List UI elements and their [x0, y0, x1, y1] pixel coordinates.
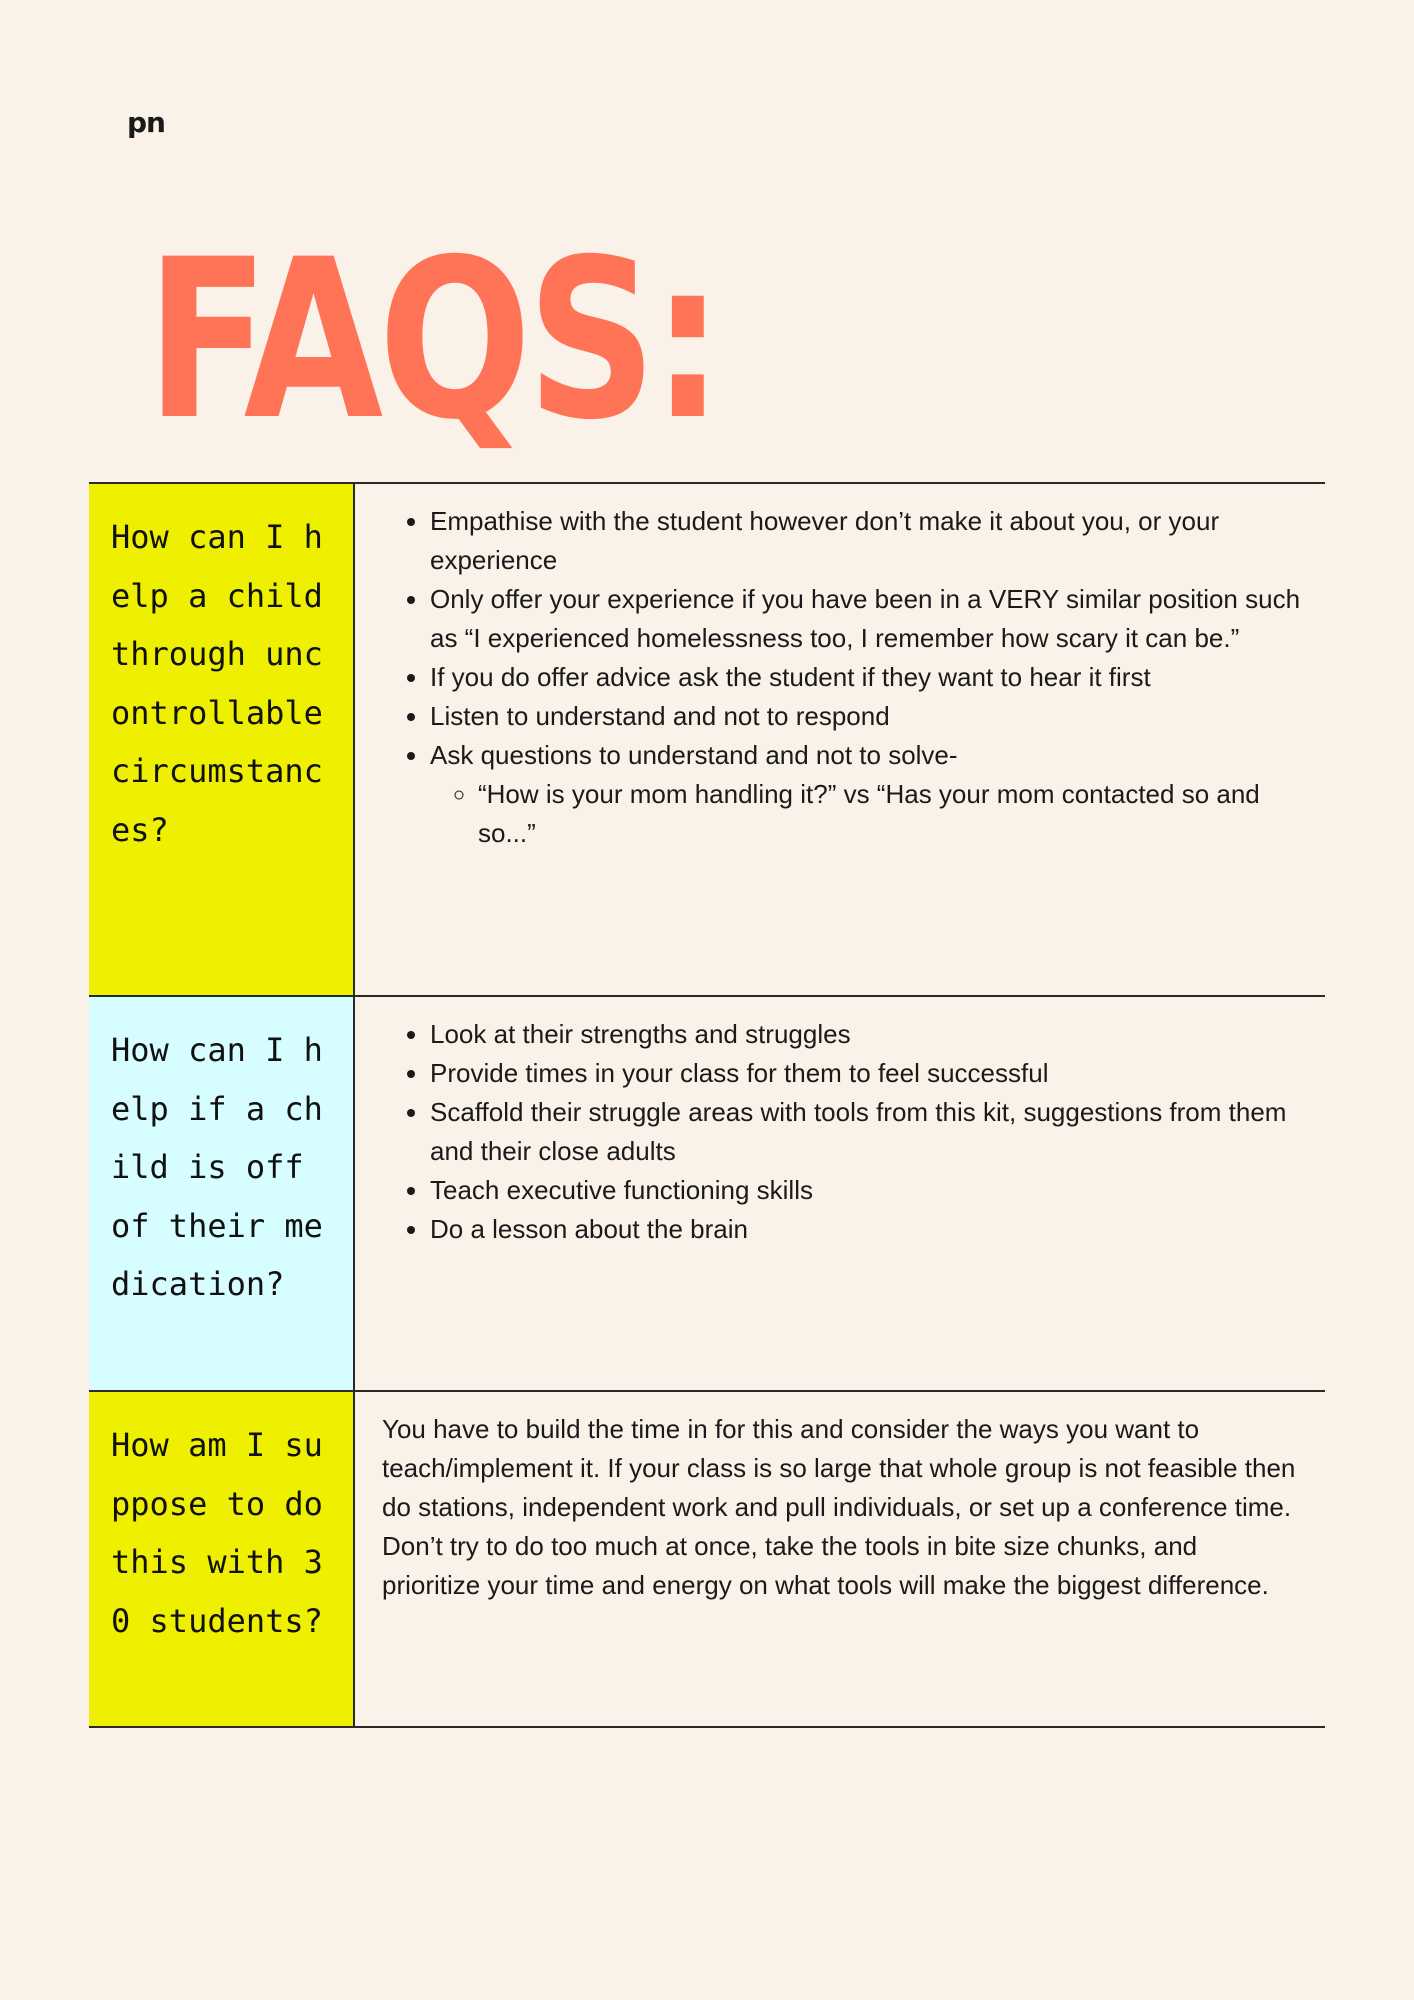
list-item: • Provide times in your class for them to feel successful — [430, 1054, 1301, 1093]
faq-row — [89, 997, 1325, 1392]
list-item: • Only offer your experience if you have been in a VERY similar position such as “I experienced homelessness too, I remember how scary it can be.” — [430, 580, 1301, 658]
answer-paragraph: Don’t try to do too much at once, take the tools in bite size chunks, and prioritize your time and energy on what tools will make the biggest difference. — [382, 1531, 1269, 1600]
answer-paragraph: You have to build the time in for this and consider the ways you want to teach/implement it. If your class is so large that whole group is not feasible then do stations, independent work and pull individuals, or set up a conference time. — [382, 1414, 1296, 1522]
faq-question: How can I help if a child is off of their medication? — [89, 997, 355, 1390]
faq-row — [89, 1392, 1325, 1728]
faq-answer — [355, 997, 1325, 1390]
answer-list — [355, 502, 1301, 853]
page-title: FAQS: — [146, 212, 719, 468]
sub-list — [430, 775, 1301, 853]
answer-list — [355, 1015, 1301, 1249]
list-item-text: Ask questions to understand and not to solve- — [430, 740, 958, 770]
faq-answer — [355, 484, 1325, 995]
list-item — [430, 736, 1301, 853]
list-item: • If you do offer advice ask the student if they want to hear it first — [430, 658, 1301, 697]
list-item: • Listen to understand and not to respond — [430, 697, 1301, 736]
faq-question: How am I suppose to do this with 30 students? — [89, 1392, 355, 1726]
faq-table — [89, 482, 1325, 1728]
faq-question: How can I help a child through uncontrollable circumstances? — [89, 484, 355, 995]
list-item: • Empathise with the student however don’t make it about you, or your experience — [430, 502, 1301, 580]
list-item: • Do a lesson about the brain — [430, 1210, 1301, 1249]
brand-logo: pn — [127, 106, 165, 139]
sub-list-item: ◦ “How is your mom handling it?” vs “Has your mom contacted so and so...” — [478, 775, 1301, 853]
list-item: • Look at their strengths and struggles — [430, 1015, 1301, 1054]
list-item: • Teach executive functioning skills — [430, 1171, 1301, 1210]
faq-answer — [355, 1392, 1325, 1726]
faq-row — [89, 484, 1325, 997]
list-item: • Scaffold their struggle areas with tools from this kit, suggestions from them and their close adults — [430, 1093, 1301, 1171]
